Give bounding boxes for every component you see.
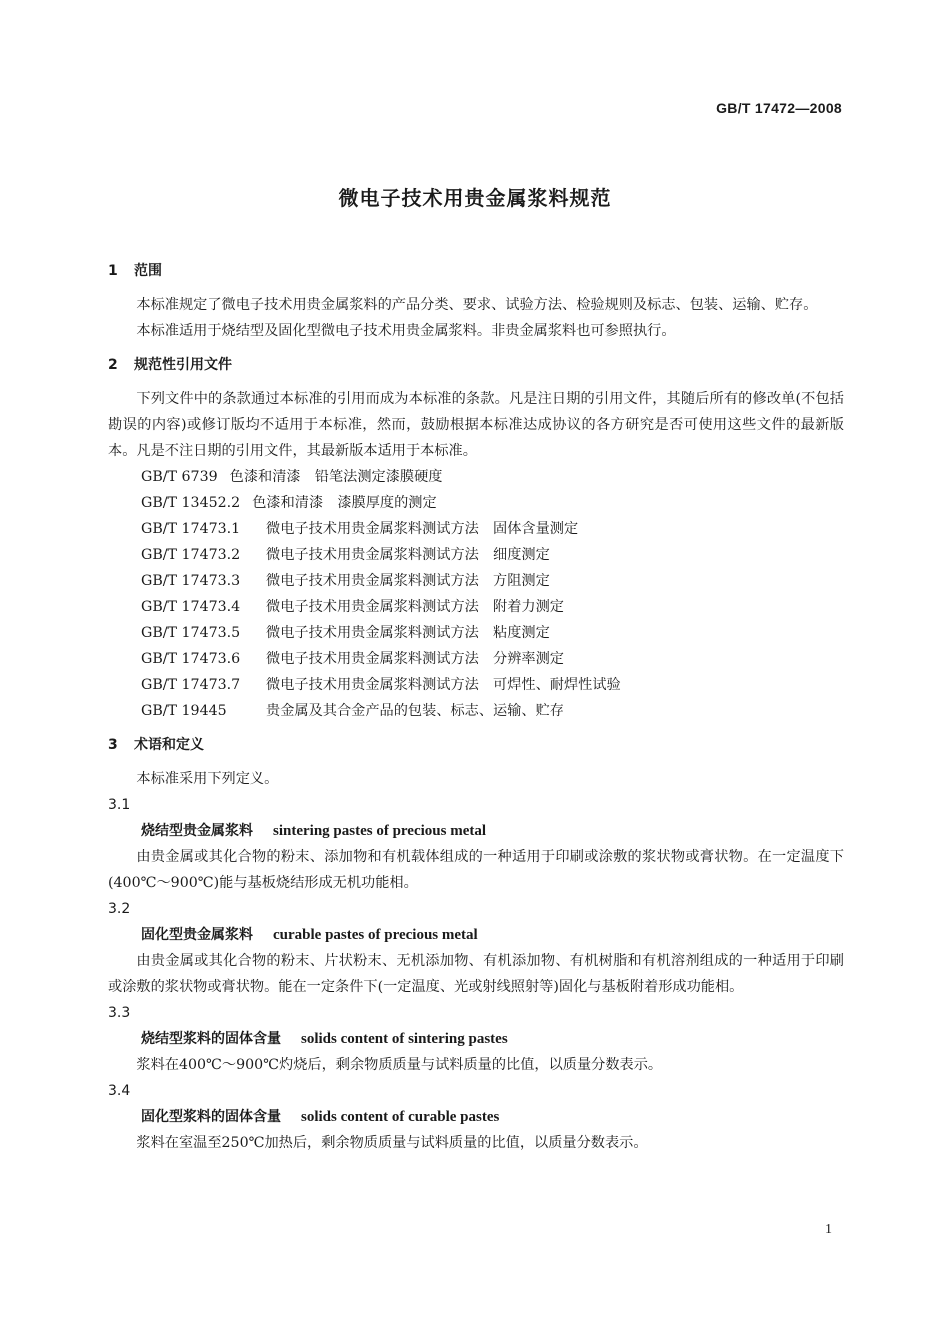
section-number: 1 [108,263,118,279]
standard-code: GB/T 17472—2008 [716,100,842,116]
section-title: 术语和定义 [134,737,204,753]
reference-item [108,620,844,646]
term-heading [108,1026,844,1052]
reference-title: 微电子技术用贵金属浆料测试方法 可焊性、耐焊性试验 [266,677,621,693]
paragraph: 本标准规定了微电子技术用贵金属浆料的产品分类、要求、试验方法、检验规则及标志、包装、运输、贮存。 [136,297,818,313]
reference-code: GB/T 17473.3 [141,573,241,589]
reference-code: GB/T 19445 [141,703,227,719]
reference-title: 色漆和清漆 漆膜厚度的测定 [252,495,437,511]
reference-item [108,490,844,516]
reference-code: GB/T 17473.7 [141,677,241,693]
term-heading [108,818,844,844]
section-2-heading [108,352,844,378]
document-title: 微电子技术用贵金属浆料规范 [338,186,612,210]
reference-code: GB/T 17473.1 [141,521,241,537]
reference-code: GB/T 17473.6 [141,651,241,667]
section-title: 规范性引用文件 [134,357,232,373]
clause-number: 3.2 [108,901,131,917]
section-title: 范围 [134,263,162,279]
reference-title: 微电子技术用贵金属浆料测试方法 分辨率测定 [266,651,564,667]
reference-item [108,646,844,672]
section-number: 2 [108,357,118,373]
term-definition: 浆料在400℃～900℃灼烧后，剩余物质质量与试料质量的比值，以质量分数表示。 [136,1057,663,1073]
term-english: solids content of sintering pastes [301,1031,508,1047]
reference-code: GB/T 13452.2 [141,495,241,511]
page-number: 1 [825,1222,832,1237]
paragraph: 本标准适用于烧结型及固化型微电子技术用贵金属浆料。非贵金属浆料也可参照执行。 [136,323,676,339]
reference-item [108,672,844,698]
section-3-heading [108,732,844,758]
term-heading [108,922,844,948]
paragraph: 下列文件中的条款通过本标准的引用而成为本标准的条款。凡是注日期的引用文件，其随后所有的修改单(不包括勘误的内容)或修订版均不适用于本标准，然而，鼓励根据本标准达成协议的各方研究是否可使用这些文件的最新版本。凡是不注日期的引用文件，其最新版本适用于本标准。 [108,391,844,459]
reference-item [108,594,844,620]
reference-item [108,542,844,568]
reference-title: 微电子技术用贵金属浆料测试方法 固体含量测定 [266,521,579,537]
term-definition: 由贵金属或其化合物的粉末、添加物和有机载体组成的一种适用于印刷或涂敷的浆状物或膏状物。在一定温度下(400℃～900℃)能与基板烧结形成无机功能相。 [108,849,844,891]
term-definition: 由贵金属或其化合物的粉末、片状粉末、无机添加物、有机添加物、有机树脂和有机溶剂组成的一种适用于印刷或涂敷的浆状物或膏状物。能在一定条件下(一定温度、光或射线照射等)固化与基板附着形成功能相。 [108,953,844,995]
document-body [108,258,844,1156]
reference-title: 微电子技术用贵金属浆料测试方法 方阻测定 [266,573,550,589]
term-chinese: 固化型贵金属浆料 [141,927,253,943]
reference-code: GB/T 6739 [141,469,218,485]
reference-title: 贵金属及其合金产品的包装、标志、运输、贮存 [266,703,564,719]
reference-code: GB/T 17473.5 [141,625,241,641]
reference-title: 微电子技术用贵金属浆料测试方法 细度测定 [266,547,550,563]
term-definition: 浆料在室温至250℃加热后，剩余物质质量与试料质量的比值，以质量分数表示。 [136,1135,648,1151]
term-chinese: 固化型浆料的固体含量 [141,1109,281,1125]
reference-item [108,568,844,594]
paragraph: 本标准采用下列定义。 [136,771,279,787]
reference-code: GB/T 17473.4 [141,599,241,615]
term-chinese: 烧结型贵金属浆料 [141,823,253,839]
clause-number: 3.1 [108,797,131,813]
term-chinese: 烧结型浆料的固体含量 [141,1031,281,1047]
reference-title: 微电子技术用贵金属浆料测试方法 粘度测定 [266,625,550,641]
reference-title: 微电子技术用贵金属浆料测试方法 附着力测定 [266,599,564,615]
reference-code: GB/T 17473.2 [141,547,241,563]
section-1-heading [108,258,844,284]
term-english: curable pastes of precious metal [273,927,478,943]
reference-item [108,698,844,724]
term-english: solids content of curable pastes [301,1109,500,1125]
reference-title: 色漆和清漆 铅笔法测定漆膜硬度 [229,469,443,485]
reference-item [108,516,844,542]
section-number: 3 [108,737,118,753]
clause-number: 3.4 [108,1083,131,1099]
term-english: sintering pastes of precious metal [273,823,487,839]
term-heading [108,1104,844,1130]
clause-number: 3.3 [108,1005,131,1021]
reference-item [108,464,844,490]
